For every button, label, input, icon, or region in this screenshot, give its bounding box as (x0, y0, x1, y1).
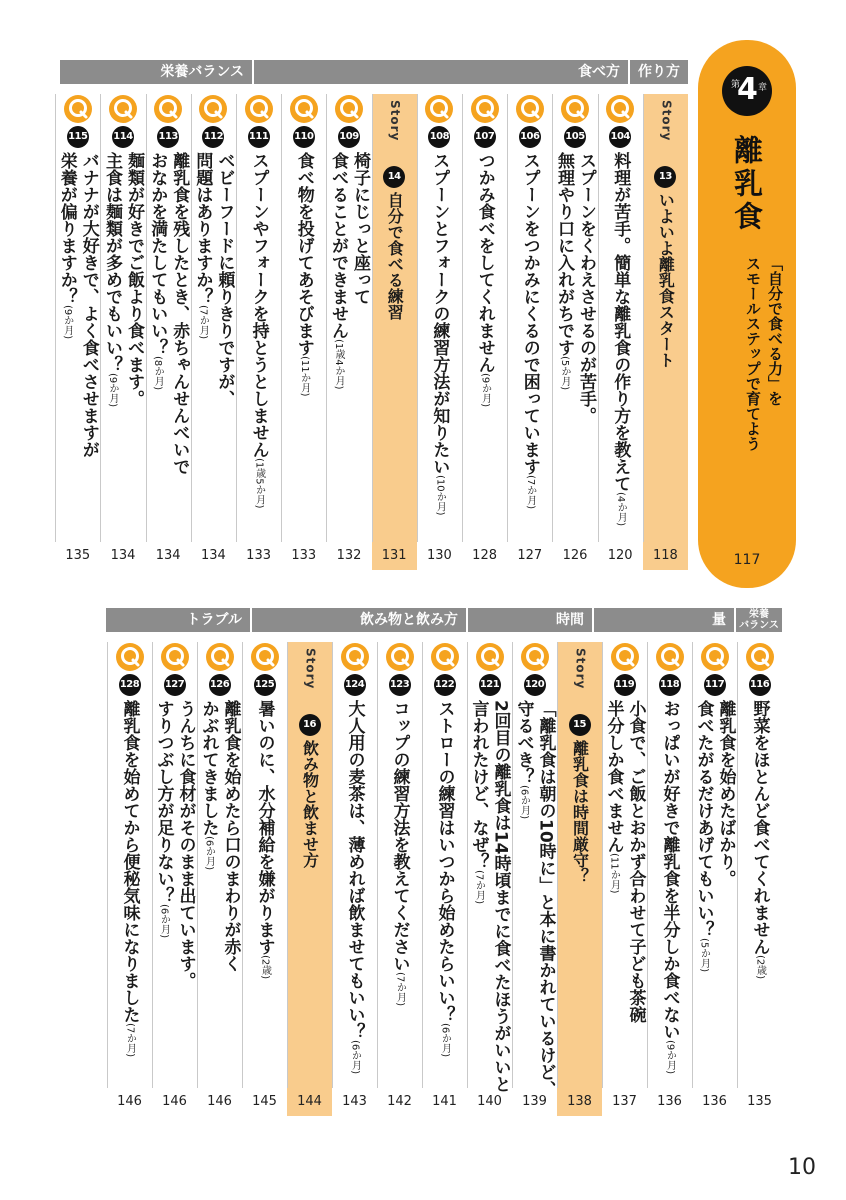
page-folio: 10 (788, 1155, 816, 1180)
question-number: 115 (67, 126, 89, 148)
column-divider (242, 642, 243, 1088)
column-divider (647, 642, 648, 1088)
question-age: (9か月) (61, 305, 73, 340)
page-number: 139 (522, 1094, 547, 1109)
question-age: (6か月) (349, 1040, 361, 1075)
question-column (332, 642, 377, 1116)
column-divider (100, 94, 101, 542)
question-body: 2回目の離乳食は14時頃までに食べたほうがいいと 言われたけど、なぜ？ (468, 700, 511, 1093)
story-label: Story (388, 100, 403, 142)
question-column (692, 642, 737, 1116)
question-column (422, 642, 467, 1116)
question-column (552, 94, 597, 570)
question-number: 116 (749, 674, 771, 696)
question-body: 大人用の麦茶は、薄めれば飲ませてもいい？ (344, 700, 365, 1040)
page-number: 141 (432, 1094, 457, 1109)
column-divider (55, 94, 56, 542)
q-icon (334, 94, 364, 124)
q-icon (198, 94, 228, 124)
category-ryou: 量 (594, 608, 734, 632)
question-body: 麺類が好きでご飯より食べます。 主食は麺類が多めでもいい？ (101, 152, 144, 407)
column-divider (602, 642, 603, 1088)
question-column (737, 642, 782, 1116)
q-icon (289, 94, 319, 124)
question-column (281, 94, 326, 570)
page-number: 144 (297, 1094, 322, 1109)
question-number: 105 (564, 126, 586, 148)
column-divider (377, 642, 378, 1088)
category-eiyou-line2: バランス (739, 620, 779, 631)
question-text (389, 700, 411, 1006)
question-text (327, 152, 371, 390)
question-age: (6か月) (518, 785, 530, 820)
page-number: 118 (652, 548, 678, 563)
q-icon (560, 94, 590, 124)
question-column (236, 94, 281, 570)
story-title: いよいよ離乳食スタート (656, 192, 676, 368)
chapter-number-badge (722, 66, 772, 116)
question-text (553, 152, 597, 424)
question-number: 110 (293, 126, 315, 148)
page-number: 131 (381, 548, 407, 563)
question-body: 食べ物を投げてあそびます (293, 152, 314, 356)
chapter-subtitle: 「自分で食べる力」を スモールステップで育てよう (744, 256, 784, 451)
story-column (372, 94, 417, 570)
page-number: 136 (657, 1094, 682, 1109)
question-number: 106 (519, 126, 541, 148)
question-age: (8か月) (152, 356, 164, 391)
category-bar-bottom (106, 608, 782, 632)
column-divider (326, 94, 327, 542)
question-number: 118 (659, 674, 681, 696)
page-number: 146 (117, 1094, 142, 1109)
page-number: 127 (517, 548, 543, 563)
question-age: (9か月) (479, 373, 491, 408)
story-label: Story (303, 648, 318, 690)
story-label: Story (659, 100, 674, 142)
chapter-title: 離乳食 (730, 135, 764, 234)
column-divider (557, 642, 558, 1088)
q-icon (520, 642, 550, 672)
chapter-sho: 章 (756, 82, 766, 91)
question-column (512, 642, 557, 1116)
question-age: (1歳5か月) (253, 458, 265, 509)
page-number: 140 (477, 1094, 502, 1109)
question-body: うんちに食材がそのまま出ています。 すりつぶし方が足りない？ (153, 700, 196, 989)
column-divider (507, 94, 508, 542)
question-text (468, 700, 512, 1093)
question-text (474, 152, 496, 407)
question-number: 104 (609, 126, 631, 148)
question-age: (5か月) (698, 938, 710, 973)
question-column (417, 94, 462, 570)
column-divider (372, 94, 373, 542)
category-tabekata: 食べ方 (254, 60, 628, 84)
question-body: コップの練習方法を教えてください (389, 700, 410, 972)
column-divider (598, 94, 599, 542)
question-body: ストローの練習はいつから始めたらいい？ (434, 700, 455, 1023)
question-text (146, 152, 190, 475)
question-text (513, 700, 557, 1098)
page-number: 135 (65, 548, 91, 563)
question-column (602, 642, 647, 1116)
question-body: 料理が苦手。簡単な離乳食の作り方を教えて (610, 152, 631, 492)
question-age: (7か月) (524, 475, 536, 510)
page-number: 145 (252, 1094, 277, 1109)
question-number: 122 (434, 674, 456, 696)
story-title: 飲み物と飲ませ方 (300, 740, 320, 868)
q-icon (63, 94, 93, 124)
question-number: 120 (524, 674, 546, 696)
question-column (647, 642, 692, 1116)
question-age: (6か月) (203, 836, 215, 871)
page-number: 134 (200, 548, 226, 563)
question-age: (11か月) (608, 853, 620, 894)
question-column (377, 642, 422, 1116)
column-divider (107, 642, 108, 1088)
question-text (254, 700, 276, 979)
q-icon (430, 642, 460, 672)
story-title: 離乳食は時間厳守？ (570, 740, 590, 884)
question-body: 離乳食を始めたばかり。 食べたがるだけあげてもいい？ (693, 700, 736, 938)
q-icon (424, 94, 454, 124)
question-number: 121 (479, 674, 501, 696)
question-text (693, 700, 737, 972)
q-icon (700, 642, 730, 672)
column-divider (332, 642, 333, 1088)
question-column (242, 642, 287, 1116)
question-age: (6か月) (439, 1023, 451, 1058)
question-body: つかみ食べをしてくれません (474, 152, 495, 373)
question-age: (7か月) (473, 870, 485, 905)
question-body: 離乳食を残したとき、赤ちゃんせんべいで おなかを満たしてもいい？ (147, 152, 190, 475)
column-divider (191, 94, 192, 542)
page-number: 126 (562, 548, 588, 563)
page-number: 138 (567, 1094, 592, 1109)
question-text (248, 152, 270, 509)
question-column (197, 642, 242, 1116)
question-number: 123 (389, 674, 411, 696)
question-body: スプーンやフォークを持とうとしません (248, 152, 269, 458)
question-text (56, 152, 100, 458)
column-divider (152, 642, 153, 1088)
column-divider (643, 94, 644, 542)
page-number: 133 (246, 548, 271, 563)
q-icon (385, 642, 415, 672)
page-number: 135 (747, 1094, 772, 1109)
category-nomimono: 飲み物と飲み方 (252, 608, 466, 632)
question-number: 114 (112, 126, 134, 148)
q-icon (605, 94, 635, 124)
question-number: 128 (119, 674, 141, 696)
question-age: (2歳) (754, 955, 766, 980)
question-body: 野菜をほとんど食べてくれません (749, 700, 770, 955)
q-icon (515, 94, 545, 124)
question-age: (7か月) (394, 972, 406, 1007)
question-column (326, 94, 371, 570)
question-text (198, 700, 242, 972)
chapter-dai: 第 (729, 79, 739, 88)
question-number: 126 (209, 674, 231, 696)
chapter-page-number: 117 (733, 552, 761, 568)
page-number: 142 (387, 1094, 412, 1109)
question-age: (4か月) (615, 492, 627, 527)
q-icon (153, 94, 183, 124)
column-divider (236, 94, 237, 542)
chapter-tab (698, 40, 796, 588)
question-number: 119 (614, 674, 636, 696)
q-icon (655, 642, 685, 672)
story-number: 14 (383, 166, 405, 188)
question-text (434, 700, 456, 1057)
question-column (467, 642, 512, 1116)
question-text (293, 152, 315, 397)
question-text (101, 152, 145, 407)
q-icon (108, 94, 138, 124)
question-text (749, 700, 771, 979)
category-eiyou-line1: 栄養 (749, 609, 769, 620)
column-divider (692, 642, 693, 1088)
category-bar-top (60, 60, 688, 84)
column-divider (146, 94, 147, 542)
question-column (107, 642, 152, 1116)
q-icon (340, 642, 370, 672)
story-number: 16 (299, 714, 321, 736)
question-number: 107 (474, 126, 496, 148)
question-body: 椅子にじっと座って 食べることができません (327, 152, 370, 339)
chapter-number: 4 (737, 72, 758, 107)
question-age: (1歳4か月) (332, 339, 344, 390)
q-icon (205, 642, 235, 672)
question-text (153, 700, 197, 989)
question-number: 112 (202, 126, 224, 148)
question-number: 127 (164, 674, 186, 696)
question-column (146, 94, 191, 570)
question-age: (5か月) (558, 356, 570, 391)
page-number: 132 (336, 548, 362, 563)
question-number: 113 (157, 126, 179, 148)
question-age: (2歳) (259, 955, 271, 980)
question-text (428, 152, 450, 516)
question-body: おっぱいが好きで離乳食を半分しか食べない (659, 700, 680, 1040)
question-body: 「離乳食は朝の10時に」と本に書かれているけど、 守るべき？ (513, 700, 556, 1098)
story-number: 13 (654, 166, 676, 188)
story-column (557, 642, 602, 1116)
category-eiyou-balance: 栄養バランス (60, 60, 252, 84)
question-number: 109 (338, 126, 360, 148)
question-age: (9か月) (664, 1040, 676, 1075)
story-label: Story (573, 648, 588, 690)
question-number: 125 (254, 674, 276, 696)
question-column (598, 94, 643, 570)
question-column (100, 94, 145, 570)
question-column (55, 94, 100, 570)
q-icon (244, 94, 274, 124)
column-divider (287, 642, 288, 1088)
q-icon (160, 642, 190, 672)
question-text (609, 152, 631, 526)
page-number: 130 (426, 548, 452, 563)
question-body: 離乳食を始めてから便秘気味になりました (119, 700, 140, 1023)
question-body: 離乳食を始めたら口のまわりが赤く かぶれてきました (198, 700, 241, 972)
q-icon (745, 642, 775, 672)
page-number: 120 (607, 548, 633, 563)
category-tsukurikata: 作り方 (630, 60, 688, 84)
column-divider (417, 94, 418, 542)
q-icon (470, 94, 500, 124)
page-number: 146 (207, 1094, 232, 1109)
column-divider (467, 642, 468, 1088)
story-title: 自分で食べる練習 (385, 192, 405, 320)
question-body: 小食で、ご飯とおかず合わせて子ども茶碗 半分しか食べません (603, 700, 646, 1023)
story-column (643, 94, 688, 570)
category-trouble: トラブル (106, 608, 250, 632)
q-icon (250, 642, 280, 672)
question-body: バナナが大好きで、よく食べさせますが 栄養が偏りますか？ (56, 152, 99, 458)
question-age: (6か月) (158, 904, 170, 939)
page-number: 137 (612, 1094, 637, 1109)
page-number: 133 (291, 548, 317, 563)
question-body: スプーンとフォークの練習方法が知りたい (429, 152, 450, 475)
question-number: 111 (248, 126, 270, 148)
column-divider (462, 94, 463, 542)
question-column (507, 94, 552, 570)
question-age: (7か月) (124, 1023, 136, 1058)
question-column (462, 94, 507, 570)
question-age: (9か月) (106, 373, 118, 408)
q-icon (115, 642, 145, 672)
question-text (659, 700, 681, 1074)
question-column (152, 642, 197, 1116)
page-number: 136 (702, 1094, 727, 1109)
question-body: 暑いのに、水分補給を嫌がります (254, 700, 275, 955)
page-number: 134 (110, 548, 136, 563)
question-text (119, 700, 141, 1057)
question-age: (10か月) (434, 475, 446, 516)
column-divider (512, 642, 513, 1088)
question-text (344, 700, 366, 1074)
q-icon (610, 642, 640, 672)
page-number: 143 (342, 1094, 367, 1109)
column-divider (737, 642, 738, 1088)
question-text (191, 152, 235, 407)
category-jikan: 時間 (468, 608, 592, 632)
column-divider (422, 642, 423, 1088)
q-icon (475, 642, 505, 672)
question-body: ベビーフードに頼りきりですが、 問題はありますか？ (192, 152, 235, 407)
question-column (191, 94, 236, 570)
category-eiyou-balance-2 (736, 608, 782, 632)
page-number: 128 (472, 548, 497, 563)
question-text (519, 152, 541, 509)
question-age: (7か月) (197, 305, 209, 340)
question-number: 117 (704, 674, 726, 696)
column-divider (197, 642, 198, 1088)
bottom-section (0, 598, 846, 1138)
question-text (603, 700, 647, 1023)
question-number: 108 (428, 126, 450, 148)
story-number: 15 (569, 714, 591, 736)
column-divider (552, 94, 553, 542)
question-age: (11か月) (298, 356, 310, 397)
question-number: 124 (344, 674, 366, 696)
column-divider (281, 94, 282, 542)
page-number: 146 (162, 1094, 187, 1109)
question-body: スプーンをくわえさせるのが苦手。 無理やり口に入れがちです (553, 152, 596, 424)
page-number: 134 (155, 548, 181, 563)
question-body: スプーンをつかみにくるので困っています (519, 152, 540, 475)
story-column (287, 642, 332, 1116)
